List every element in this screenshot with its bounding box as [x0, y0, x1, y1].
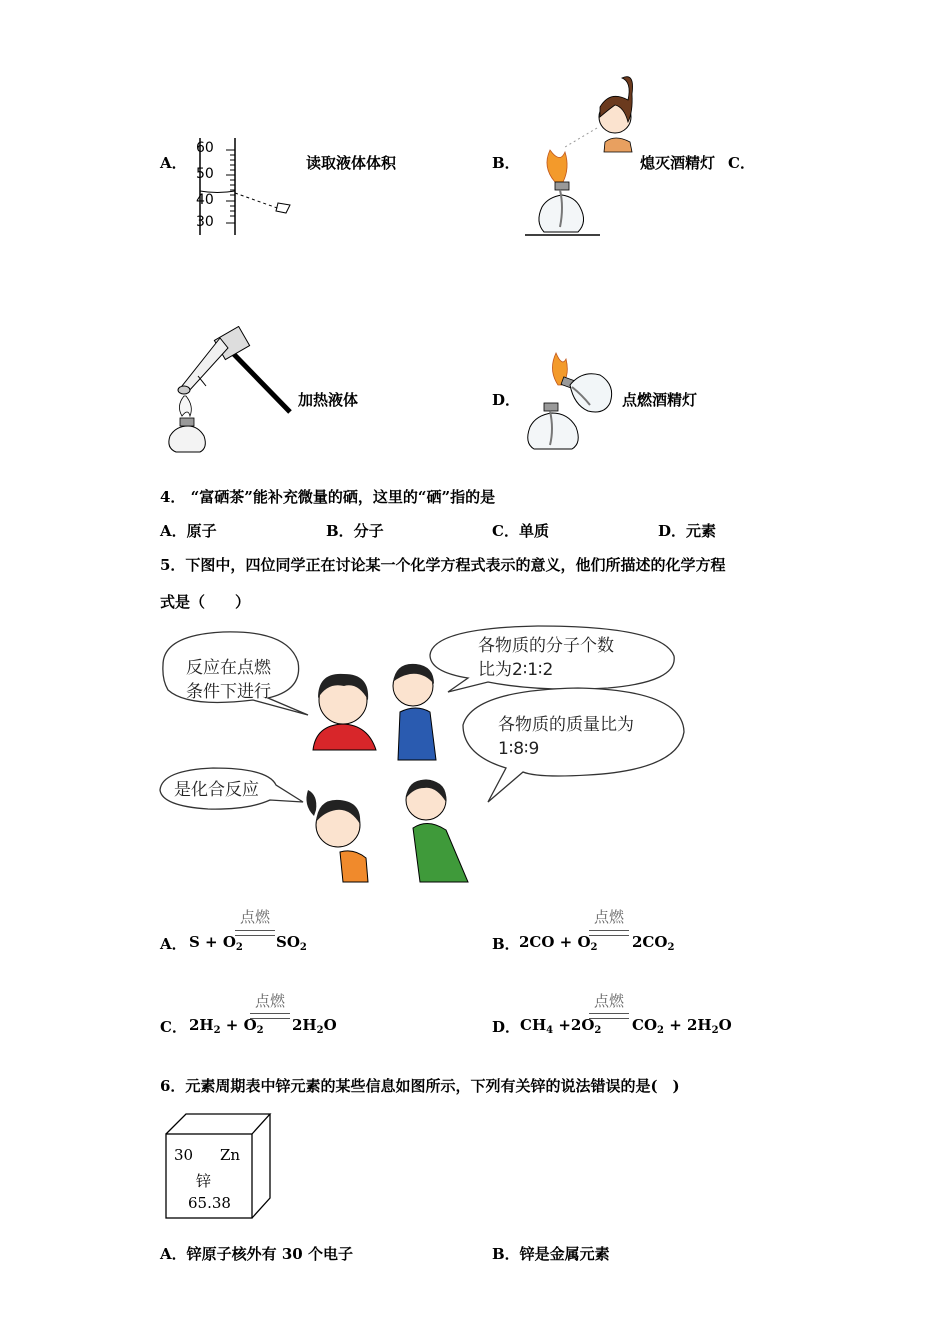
- q5-option-d-equals: [589, 1013, 629, 1019]
- option-b-text: 熄灭酒精灯: [640, 154, 716, 172]
- q5-option-b-condition: 点燃: [593, 908, 624, 926]
- q5-option-d-left: $CH_4 +2O_2$: [520, 1016, 602, 1036]
- bubble-3-line2: 1∶8∶9: [498, 739, 540, 759]
- q6-option-b: B．锌是金属元素: [492, 1245, 610, 1263]
- q4-option-c: C．单质: [492, 522, 549, 540]
- q5-option-c-right: $2H_2O$: [292, 1016, 337, 1036]
- q5-option-b-equals: [589, 930, 629, 936]
- question-4-stem: 4． “富硒茶”能补充微量的硒，这里的“硒”指的是: [160, 488, 496, 506]
- q5-option-d-condition: 点燃: [593, 992, 624, 1010]
- q5-option-b-right: $2CO_2$: [632, 933, 675, 953]
- q4-option-b: B．分子: [326, 522, 384, 540]
- question-6-stem: 6．元素周期表中锌元素的某些信息如图所示，下列有关锌的说法错误的是( ): [160, 1077, 680, 1095]
- question-5-stem-line2: 式是（ ）: [160, 593, 251, 611]
- q5-option-b-label: B．: [492, 935, 520, 953]
- zinc-symbol: Zn: [220, 1146, 241, 1164]
- girl-blowing-lamp-icon: [520, 72, 640, 242]
- zinc-atomic-mass: 65.38: [188, 1194, 231, 1212]
- cylinder-tick-30: 30: [196, 214, 214, 230]
- q5-option-a-right: $SO_2$: [276, 933, 307, 953]
- question-5-stem-line1: 5．下图中，四位同学正在讨论某一个化学方程式表示的意义，他们所描述的化学方程: [160, 556, 726, 574]
- zinc-atomic-number: 30: [174, 1146, 194, 1164]
- option-c-text: 加热液体: [298, 391, 359, 409]
- option-c-label: C．: [728, 154, 755, 172]
- cylinder-tick-60: 60: [196, 140, 214, 156]
- q5-option-d-right: $CO_2 + 2H_2O$: [632, 1016, 732, 1036]
- bubble-1-line1: 反应在点燃: [186, 658, 271, 678]
- q5-option-c-label: C．: [160, 1018, 187, 1036]
- bubble-2-line1: 各物质的分子个数: [478, 636, 614, 656]
- bubble-1-line2: 条件下进行: [186, 682, 271, 702]
- bubble-4-text: 是化合反应: [174, 780, 259, 800]
- q5-option-a-label: A．: [160, 935, 187, 953]
- option-a-text: 读取液体体积: [306, 154, 397, 172]
- cylinder-tick-40: 40: [196, 192, 214, 208]
- q5-option-d-label: D．: [492, 1018, 521, 1036]
- bubble-3-line1: 各物质的质量比为: [498, 715, 634, 735]
- q5-option-c-equals: [250, 1013, 290, 1019]
- bubble-2-line2: 比为2∶1∶2: [478, 660, 554, 680]
- option-d-label: D．: [492, 391, 521, 409]
- q4-option-a: A．原子: [160, 522, 217, 540]
- zinc-name: 锌: [196, 1172, 212, 1190]
- q5-option-c-condition: 点燃: [254, 992, 285, 1010]
- lamp-lighting-lamp-icon: [520, 345, 620, 460]
- q5-option-b-left: $2CO + O_2$: [519, 933, 598, 953]
- cylinder-tick-50: 50: [196, 166, 214, 182]
- option-a-label: A．: [160, 154, 187, 172]
- heating-test-tube-icon: [162, 326, 297, 456]
- q4-option-d: D．元素: [658, 522, 717, 540]
- q5-option-c-left: $2H_2 + O_2$: [189, 1016, 264, 1036]
- q5-option-a-condition: 点燃: [239, 908, 270, 926]
- option-b-label: B．: [492, 154, 520, 172]
- q5-option-a-equals: [235, 930, 275, 936]
- option-d-text: 点燃酒精灯: [622, 391, 698, 409]
- q6-option-a: A．锌原子核外有 30 个电子: [160, 1245, 353, 1263]
- q5-option-a-left: $S + O_2$: [189, 933, 243, 953]
